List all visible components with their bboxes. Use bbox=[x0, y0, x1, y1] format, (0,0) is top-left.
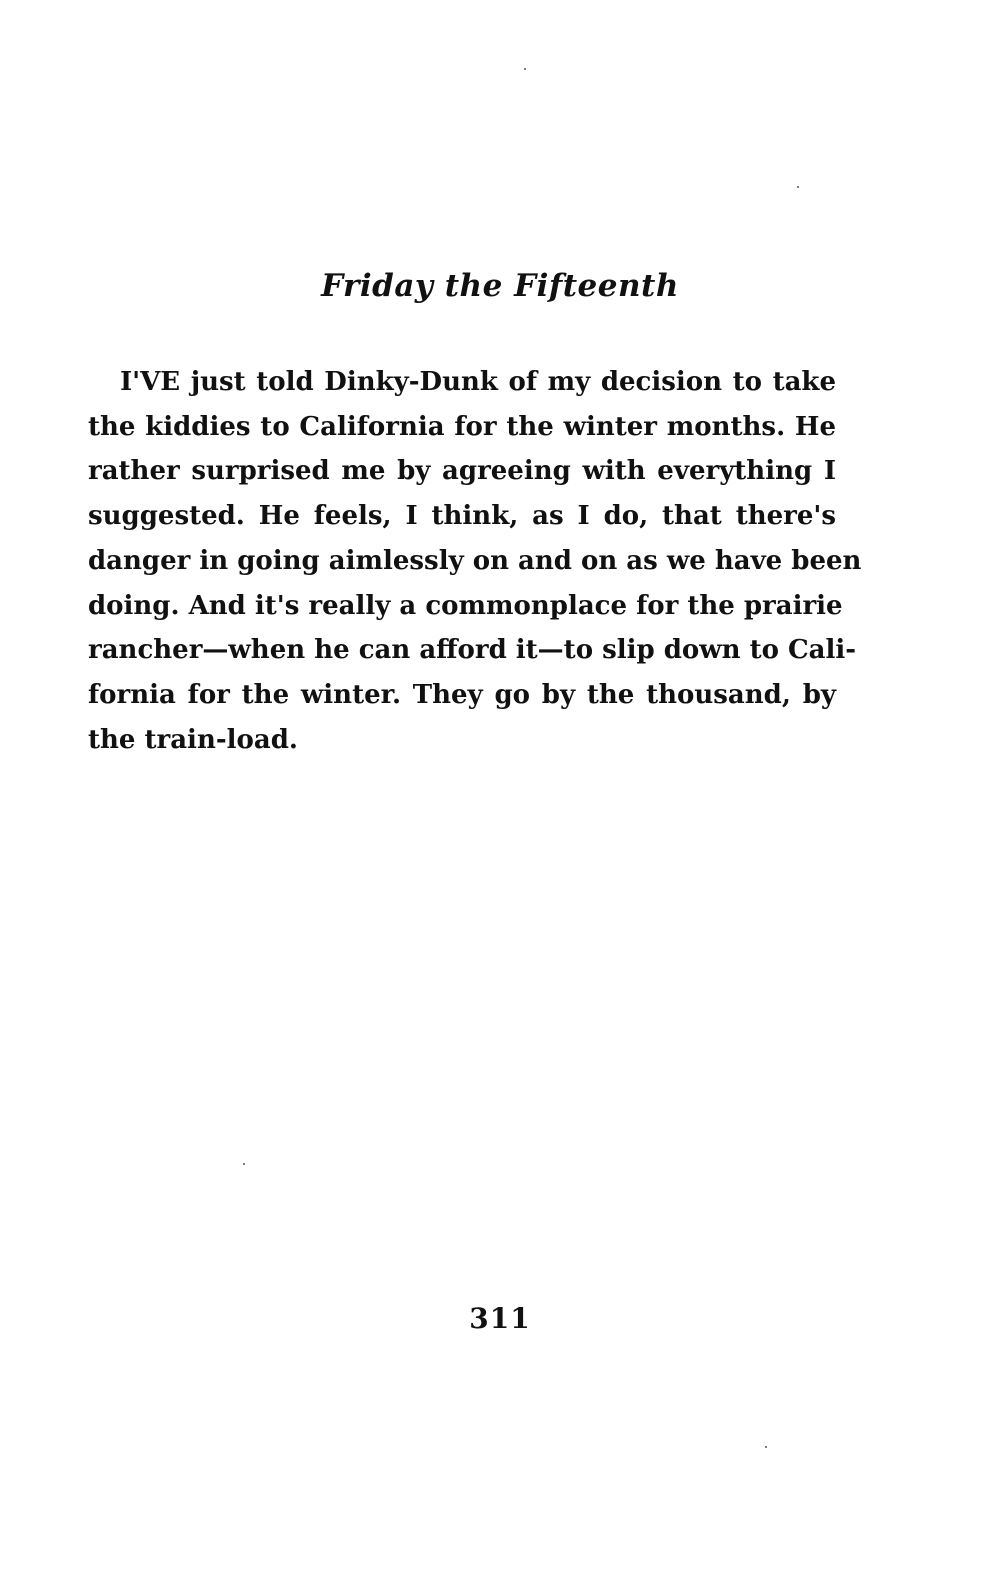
paragraph-line: danger in going aimlessly on and on as we have been bbox=[88, 545, 862, 576]
paragraph-line: rancher—when he can afford it—to slip down to Cali- bbox=[88, 635, 857, 666]
paper-speck bbox=[797, 186, 799, 188]
page-number: 311 bbox=[469, 1302, 531, 1335]
paragraph-line: I'VE just told Dinky-Dunk of my decision to take bbox=[120, 367, 836, 397]
paragraph-line: the train-load. bbox=[88, 724, 298, 755]
paragraph-line: the kiddies to California for the winter months. He bbox=[88, 411, 836, 442]
body-paragraph bbox=[88, 360, 862, 762]
paragraph-line: doing. And it's really a commonplace for the prairie bbox=[88, 590, 843, 621]
paper-speck bbox=[243, 1163, 245, 1165]
paragraph-line: rather surprised me by agreeing with everything I bbox=[88, 456, 836, 487]
paper-speck bbox=[524, 68, 526, 70]
paragraph-line: suggested. He feels, I think, as I do, that there's bbox=[88, 501, 836, 532]
paper-speck bbox=[765, 1446, 767, 1448]
chapter-heading: Friday the Fifteenth bbox=[321, 268, 679, 304]
paragraph-line: fornia for the winter. They go by the thousand, by bbox=[88, 679, 836, 710]
